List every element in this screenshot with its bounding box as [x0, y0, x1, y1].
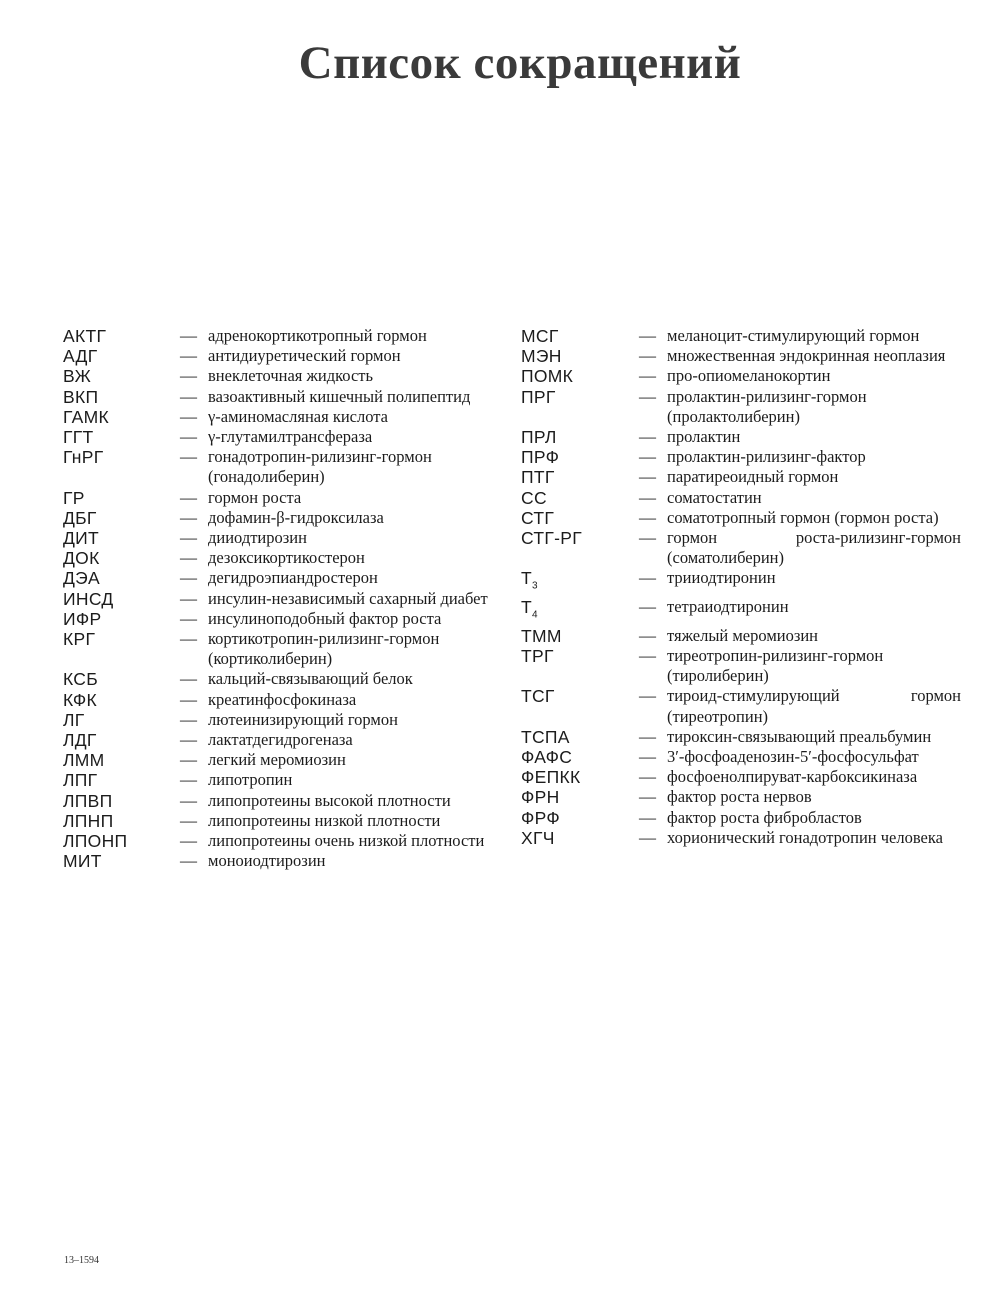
em-dash-separator: —	[180, 810, 197, 830]
em-dash-separator: —	[639, 467, 656, 487]
abbreviation-term: ГАМК	[63, 406, 109, 427]
em-dash-separator: —	[180, 689, 197, 709]
abbreviation-definition: моноиодтирозин	[208, 851, 326, 871]
abbreviation-term: ЛГ	[63, 709, 85, 730]
abbreviation-term: ФЕПКК	[521, 767, 581, 788]
abbreviation-entry	[63, 811, 503, 831]
em-dash-separator: —	[639, 646, 656, 666]
abbreviation-definition: липопротеины высокой плотности	[208, 790, 451, 810]
abbreviation-term: СС	[521, 487, 547, 508]
em-dash-separator: —	[639, 528, 656, 548]
em-dash-separator: —	[180, 851, 197, 871]
abbreviation-entry	[521, 686, 961, 726]
abbreviation-entry	[63, 750, 503, 770]
abbreviation-entry	[521, 467, 961, 487]
abbreviation-entry	[63, 609, 503, 629]
em-dash-separator: —	[180, 406, 197, 426]
abbreviation-definition: паратиреоидный гормон	[667, 467, 839, 487]
abbreviation-term: ГнРГ	[63, 447, 104, 468]
em-dash-separator: —	[180, 709, 197, 729]
abbreviation-term: ФАФС	[521, 747, 573, 768]
em-dash-separator: —	[180, 507, 197, 527]
abbreviation-entry	[521, 646, 961, 686]
abbreviation-subscript: 4	[532, 609, 538, 621]
abbreviation-term: ТРГ	[521, 646, 554, 667]
abbreviation-definition: креатинфосфокиназа	[208, 689, 357, 709]
abbreviation-term: ХГЧ	[521, 827, 555, 848]
abbreviation-entry	[63, 851, 503, 871]
abbreviation-definition: лактатдегидрогеназа	[208, 730, 353, 750]
em-dash-separator: —	[180, 447, 197, 467]
abbreviation-definition: γ-аминомасляная кислота	[208, 406, 388, 426]
abbreviation-term: СТГ-РГ	[521, 528, 582, 549]
em-dash-separator: —	[180, 750, 197, 770]
abbreviation-definition: гонадотропин-рилизинг-гормон (гонадолиберин)	[208, 447, 432, 487]
abbreviation-definition: кортикотропин-рилизинг-гормон (кортиколиберин)	[208, 629, 440, 669]
em-dash-separator: —	[180, 386, 197, 406]
abbreviation-term: ЛПНП	[63, 810, 114, 831]
abbreviation-term: ТММ	[521, 625, 562, 646]
abbreviation-term: КФК	[63, 689, 97, 710]
abbreviation-term: ФРН	[521, 787, 560, 808]
abbreviation-term: ЛММ	[63, 750, 105, 771]
abbreviation-entry	[521, 767, 961, 787]
em-dash-separator: —	[180, 831, 197, 851]
abbreviation-definition: легкий меромиозин	[208, 750, 346, 770]
abbreviation-term: ТСГ	[521, 686, 555, 707]
abbreviation-definition: липопротеины очень низкой плотности	[208, 831, 485, 851]
abbreviation-definition: соматотропный гормон (гормон роста)	[667, 507, 939, 527]
abbreviation-definition: тироксин-связывающий преальбумин	[667, 726, 932, 746]
em-dash-separator: —	[639, 487, 656, 507]
abbreviation-term: ЛПВП	[63, 790, 113, 811]
em-dash-separator: —	[180, 629, 197, 649]
abbreviation-definition: адренокортикотропный гормон	[208, 326, 427, 345]
abbreviation-definition: пролактин	[667, 427, 741, 447]
em-dash-separator: —	[639, 767, 656, 787]
em-dash-separator: —	[639, 507, 656, 527]
abbreviation-definition: тиреотропин-рилизинг-гормон (тиролиберин)	[667, 646, 884, 686]
em-dash-separator: —	[180, 528, 197, 548]
abbreviation-term: ПРФ	[521, 447, 560, 468]
em-dash-separator: —	[639, 787, 656, 807]
abbreviation-entry	[63, 387, 503, 407]
abbreviation-definition: γ-глутамилтрансфераза	[208, 427, 373, 447]
abbreviation-term: ДБГ	[63, 507, 97, 528]
abbreviation-definition: антидиуретический гормон	[208, 346, 401, 366]
abbreviation-term: ДЭА	[63, 568, 101, 589]
abbreviation-definition: множественная эндокринная неоплазия	[667, 346, 946, 366]
em-dash-separator: —	[639, 827, 656, 847]
page-signature: 13–1594	[64, 1255, 99, 1266]
abbreviation-entry	[63, 407, 503, 427]
em-dash-separator: —	[639, 568, 656, 588]
abbreviation-term: Т	[521, 568, 532, 589]
abbreviation-entry	[521, 346, 961, 366]
abbreviation-list-right	[521, 326, 961, 848]
abbreviation-term-with-subscript	[521, 597, 639, 626]
abbreviation-entry	[63, 528, 503, 548]
abbreviation-term: ПОМК	[521, 366, 574, 387]
em-dash-separator: —	[639, 346, 656, 366]
em-dash-separator: —	[639, 326, 656, 345]
em-dash-separator: —	[639, 807, 656, 827]
abbreviation-term: ПРГ	[521, 386, 556, 407]
abbreviation-definition: пролактин-рилизинг-гормон (пролактолиберин)	[667, 386, 867, 426]
abbreviation-term: ПРЛ	[521, 427, 557, 448]
abbreviation-definition: липотропин	[208, 770, 293, 790]
abbreviation-entry	[521, 366, 961, 386]
abbreviation-entry	[63, 791, 503, 811]
abbreviation-entry	[63, 690, 503, 710]
em-dash-separator: —	[180, 770, 197, 790]
em-dash-separator: —	[180, 366, 197, 386]
abbreviation-term-with-subscript	[521, 568, 639, 597]
abbreviation-definition: дегидроэпиандростерон	[208, 568, 378, 588]
abbreviation-entry	[521, 568, 961, 597]
abbreviation-entry	[63, 629, 503, 669]
abbreviation-definition: тяжелый меромиозин	[667, 625, 819, 645]
abbreviation-entry	[521, 828, 961, 848]
em-dash-separator: —	[639, 726, 656, 746]
abbreviation-term: Т	[521, 597, 532, 618]
abbreviation-term: КСБ	[63, 669, 99, 690]
abbreviation-definition: гормон роста-рилизинг-гормон (соматолиберин)	[667, 528, 961, 568]
abbreviation-list-left	[63, 326, 503, 871]
abbreviation-entry	[63, 568, 503, 588]
abbreviation-entry	[521, 727, 961, 747]
abbreviation-entry	[63, 770, 503, 790]
abbreviation-entry	[521, 326, 961, 346]
abbreviation-entry	[521, 787, 961, 807]
abbreviation-entry	[521, 488, 961, 508]
abbreviation-entry	[63, 831, 503, 851]
abbreviation-definition: фосфоенолпируват-карбоксикиназа	[667, 767, 918, 787]
abbreviation-definition: лютеинизирующий гормон	[208, 709, 398, 729]
abbreviation-entry	[63, 508, 503, 528]
abbreviation-term: ИФР	[63, 608, 102, 629]
em-dash-separator: —	[180, 669, 197, 689]
abbreviation-term: КРГ	[63, 629, 96, 650]
em-dash-separator: —	[180, 730, 197, 750]
abbreviation-definition: про-опиомеланокортин	[667, 366, 831, 386]
abbreviation-term: ВКП	[63, 386, 99, 407]
abbreviation-term: ЛПОНП	[63, 831, 128, 852]
em-dash-separator: —	[639, 427, 656, 447]
abbreviation-definition: хорионический гонадотропин человека	[667, 827, 943, 847]
abbreviation-definition: вазоактивный кишечный полипептид	[208, 386, 471, 406]
em-dash-separator: —	[639, 366, 656, 386]
abbreviation-term: МСГ	[521, 326, 559, 346]
abbreviation-entry	[63, 447, 503, 487]
abbreviation-term: ЛПГ	[63, 770, 98, 791]
em-dash-separator: —	[180, 346, 197, 366]
em-dash-separator: —	[180, 548, 197, 568]
abbreviation-entry	[63, 346, 503, 366]
abbreviation-term: ПТГ	[521, 467, 555, 488]
abbreviation-definition: дииодтирозин	[208, 528, 307, 548]
abbreviation-entry	[521, 427, 961, 447]
abbreviation-entry	[521, 597, 961, 626]
abbreviation-definition: инсулиноподобный фактор роста	[208, 608, 442, 628]
abbreviation-definition: тетраиодтиронин	[667, 597, 789, 617]
abbreviation-term: МЭН	[521, 346, 562, 367]
abbreviation-term: ВЖ	[63, 366, 92, 387]
abbreviation-definition: пролактин-рилизинг-фактор	[667, 447, 866, 467]
abbreviation-term: ФРФ	[521, 807, 560, 828]
abbreviation-entry	[63, 669, 503, 689]
abbreviation-entry	[521, 387, 961, 427]
abbreviation-entry	[521, 626, 961, 646]
em-dash-separator: —	[180, 326, 197, 345]
abbreviation-entry	[521, 447, 961, 467]
em-dash-separator: —	[180, 608, 197, 628]
abbreviation-entry	[63, 366, 503, 386]
abbreviation-entry	[521, 747, 961, 767]
abbreviation-entry	[521, 808, 961, 828]
abbreviation-term: ТСПА	[521, 726, 570, 747]
em-dash-separator: —	[639, 686, 656, 706]
abbreviation-subscript: 3	[532, 580, 538, 592]
em-dash-separator: —	[639, 447, 656, 467]
abbreviation-term: ЛДГ	[63, 730, 97, 751]
abbreviation-term: АКТГ	[63, 326, 107, 346]
em-dash-separator: —	[639, 747, 656, 767]
abbreviation-term: ГР	[63, 487, 85, 508]
abbreviation-definition: инсулин-независимый сахарный диабет	[208, 588, 488, 608]
abbreviation-entry	[63, 326, 503, 346]
abbreviation-term: СТГ	[521, 507, 555, 528]
em-dash-separator: —	[639, 625, 656, 645]
abbreviation-definition: кальций-связывающий белок	[208, 669, 413, 689]
page-title: Список сокращений	[298, 37, 742, 89]
abbreviation-term: ДОК	[63, 548, 100, 569]
abbreviation-definition: фактор роста фибробластов	[667, 807, 862, 827]
abbreviation-entry	[63, 427, 503, 447]
em-dash-separator: —	[180, 427, 197, 447]
abbreviation-term: ДИТ	[63, 528, 100, 549]
abbreviation-definition: 3′-фосфоаденозин-5′-фосфосульфат	[667, 747, 919, 767]
em-dash-separator: —	[180, 588, 197, 608]
abbreviation-term: МИТ	[63, 851, 102, 872]
abbreviation-entry	[521, 528, 961, 568]
abbreviation-term: ИНСД	[63, 588, 114, 609]
em-dash-separator: —	[180, 790, 197, 810]
abbreviation-entry	[63, 488, 503, 508]
abbreviation-entry	[63, 548, 503, 568]
abbreviation-entry	[63, 589, 503, 609]
em-dash-separator: —	[180, 487, 197, 507]
abbreviation-definition: липопротеины низкой плотности	[208, 810, 441, 830]
abbreviation-term: ГГТ	[63, 427, 94, 448]
abbreviation-definition: фактор роста нервов	[667, 787, 812, 807]
abbreviation-definition: трииодтиронин	[667, 568, 776, 588]
abbreviation-definition: гормон роста	[208, 487, 302, 507]
abbreviation-entry	[63, 710, 503, 730]
abbreviation-term: АДГ	[63, 346, 98, 367]
abbreviation-definition: внеклеточная жидкость	[208, 366, 374, 386]
em-dash-separator: —	[639, 597, 656, 617]
em-dash-separator: —	[180, 568, 197, 588]
abbreviation-definition: дофамин-β-гидроксилаза	[208, 507, 384, 527]
abbreviation-definition: тироид-стимулирующий гормон (тиреотропин)	[667, 686, 961, 726]
abbreviation-definition: дезоксикортикостерон	[208, 548, 365, 568]
abbreviation-entry	[521, 508, 961, 528]
abbreviation-definition: соматостатин	[667, 487, 762, 507]
abbreviation-entry	[63, 730, 503, 750]
em-dash-separator: —	[639, 386, 656, 406]
abbreviation-definition: меланоцит-стимулирующий гормон	[667, 326, 920, 345]
